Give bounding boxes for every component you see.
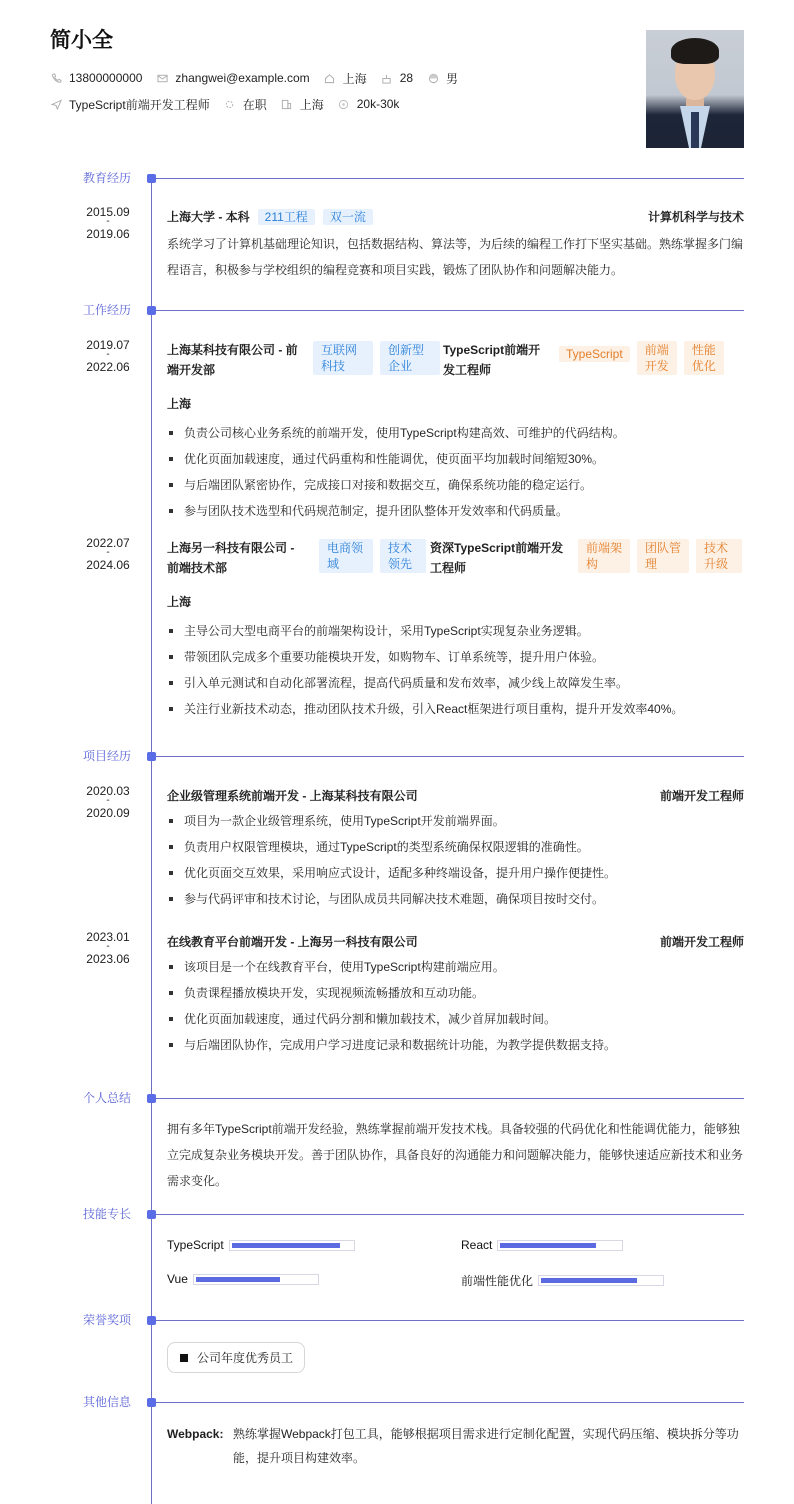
skill-bar-fill [232,1243,340,1248]
section-other [0,1396,794,1410]
section-skills [0,1208,794,1222]
square-bullet-icon [180,1354,188,1362]
skill-tag: 性能优化 [684,341,724,375]
phone-icon [50,72,62,84]
section-divider [156,1214,744,1215]
resume-header [50,28,750,158]
location-value: 上海 [342,71,367,86]
candidate-name: 简小全 [50,29,113,52]
skill-item [167,1238,355,1252]
section-divider [156,1320,744,1321]
section-title: 其他信息 [83,1395,132,1409]
position-item [50,96,210,113]
section-divider [156,310,744,311]
timeline-dot [147,1398,156,1407]
timeline-dot [147,1094,156,1103]
location-item [324,70,367,87]
company-tag: 互联网科技 [313,341,373,375]
skill-bar-fill [500,1243,596,1248]
list-item: 该项目是一个在线教育平台，使用TypeScript构建前端应用。 [167,954,744,980]
section-title: 荣誉奖项 [83,1313,132,1327]
status-value: 在职 [242,97,267,112]
company-tag: 创新型企业 [380,341,440,375]
age-item [381,71,413,85]
email-value: zhangwei@example.com [175,71,310,85]
other-info-value: 熟练掌握Webpack打包工具，能够根据项目需求进行定制化配置，实现代码压缩、模块拆分等功能，提升项目构建效率。 [233,1427,739,1465]
project-role: 前端开发工程师 [659,789,744,803]
project-name: 企业级管理系统前端开发 - 上海某科技有限公司 [167,789,418,803]
skill-bar [497,1240,623,1251]
work-entry [167,340,744,524]
skill-name: React [461,1238,493,1252]
list-item: 与后端团队紧密协作，完成接口对接和数据交互，确保系统功能的稳定运行。 [167,472,744,498]
timeline-dot [147,306,156,315]
school-tag: 211工程 [258,209,315,225]
skill-tag: TypeScript [559,346,630,362]
skill-bar-fill [196,1277,280,1282]
job-location: 上海 [167,397,192,411]
work-date: 2022.07 - 2024.06 [86,536,130,572]
company-tag: 技术领先 [380,539,426,573]
skill-tag: 前端架构 [578,539,630,573]
section-title: 工作经历 [83,303,132,317]
award-name: 公司年度优秀员工 [197,1351,294,1365]
project-entry [167,786,744,912]
profile-photo [646,30,744,148]
skill-item [461,1272,664,1289]
skill-bar-fill [541,1278,637,1283]
section-projects [0,750,794,764]
salary-icon [338,98,350,110]
school-tag: 双一流 [323,209,373,225]
list-item: 关注行业新技术动态，推动团队技术升级，引入React框架进行项目重构，提升开发效率40%。 [167,696,744,722]
other-info-key: Webpack: [167,1427,224,1441]
timeline-line [151,178,152,1504]
job-title: TypeScript前端开发工程师 [443,343,541,377]
skill-tag: 前端开发 [637,341,677,375]
section-title: 个人总结 [83,1091,132,1105]
section-work [0,304,794,318]
mail-icon [156,72,168,84]
company-name: 上海某科技有限公司 - 前端开发部 [167,343,298,377]
skill-name: 前端性能优化 [461,1274,534,1288]
email-item [156,71,309,85]
position-value: TypeScript前端开发工程师 [69,97,210,112]
section-summary [0,1092,794,1106]
salary-item [338,97,400,111]
section-awards [0,1314,794,1328]
section-divider [156,756,744,757]
timeline-dot [147,1210,156,1219]
list-item: 负责课程播放模块开发，实现视频流畅播放和互动功能。 [167,980,744,1006]
section-divider [156,1098,744,1099]
building-icon [281,98,293,110]
school-name: 上海大学 - 本科 [167,210,250,224]
phone-item [50,71,142,85]
summary-block [167,1116,744,1194]
section-divider [156,1402,744,1403]
section-divider [156,178,744,179]
list-item: 参与代码评审和技术讨论，与团队成员共同解决技术难题，确保项目按时交付。 [167,886,744,912]
award-badge [167,1342,305,1373]
section-title: 技能专长 [83,1207,132,1221]
project-bullet-list [167,808,744,912]
education-description: 系统学习了计算机基础理论知识，包括数据结构、算法等，为后续的编程工作打下坚实基础。熟练掌握多门编程语言，积极参与学校组织的编程竞赛和项目实践，锻炼了团队协作和问题解决能力。 [167,237,744,277]
age-icon [381,72,393,84]
list-item: 参与团队技术选型和代码规范制定，提升团队整体开发效率和代码质量。 [167,498,744,524]
skill-name: TypeScript [167,1238,224,1252]
list-item: 优化页面交互效果，采用响应式设计，适配多种终端设备，提升用户操作便捷性。 [167,860,744,886]
skill-bar [538,1275,664,1286]
list-item: 优化页面加载速度，通过代码分割和懒加载技术，减少首屏加载时间。 [167,1006,744,1032]
work-date: 2019.07 - 2022.06 [86,338,130,374]
list-item: 负责用户权限管理模块，通过TypeScript的类型系统确保权限逻辑的准确性。 [167,834,744,860]
company-tag: 电商领域 [319,539,373,573]
job-intent-row [50,94,750,114]
skill-name: Vue [167,1272,188,1286]
responsibility-list [167,420,744,524]
home-icon [324,72,336,84]
project-role: 前端开发工程师 [659,935,744,949]
project-entry [167,932,744,1058]
gender-item [427,70,458,87]
skill-bar [193,1274,319,1285]
section-title: 项目经历 [83,749,132,763]
section-title: 教育经历 [83,171,132,185]
age-value: 28 [399,71,414,85]
skill-tag: 技术升级 [696,539,742,573]
status-item [224,96,267,113]
status-icon [224,98,236,110]
section-education [0,172,794,186]
responsibility-list [167,618,744,722]
list-item: 引入单元测试和自动化部署流程，提高代码质量和发布效率，减少线上故障发生率。 [167,670,744,696]
gender-icon [427,72,439,84]
education-date: 2015.09 - 2019.06 [86,205,130,241]
project-name: 在线教育平台前端开发 - 上海另一科技有限公司 [167,935,418,949]
list-item: 主导公司大型电商平台的前端架构设计，采用TypeScript实现复杂业务逻辑。 [167,618,744,644]
gender-value: 男 [446,71,459,86]
city-value: 上海 [299,97,324,112]
other-info-item [167,1422,744,1470]
summary-text: 拥有多年TypeScript前端开发经验，熟练掌握前端开发技术栈。具备较强的代码优化和性能调优能力，能够独立完成复杂业务模块开发。善于团队协作，具备良好的沟通能力和问题解决能力，能够快速适应新技术和业务需求变化。 [167,1122,744,1188]
send-icon [50,98,62,110]
project-bullet-list [167,954,744,1058]
project-date: 2020.03 - 2020.09 [86,784,130,820]
job-title: 资深TypeScript前端开发工程师 [430,541,564,575]
work-entry [167,538,744,722]
list-item: 优化页面加载速度，通过代码重构和性能调优，使页面平均加载时间缩短30%。 [167,446,744,472]
skill-item [461,1238,623,1252]
timeline-dot [147,1316,156,1325]
company-name: 上海另一科技有限公司 - 前端技术部 [167,541,295,575]
job-location: 上海 [167,595,192,609]
education-entry [167,207,744,283]
project-date: 2023.01 - 2023.06 [86,930,130,966]
city-item [281,96,324,113]
timeline-dot [147,174,156,183]
list-item: 负责公司核心业务系统的前端开发，使用TypeScript构建高效、可维护的代码结构。 [167,420,744,446]
salary-value: 20k-30k [356,97,400,111]
list-item: 带领团队完成多个重要功能模块开发，如购物车、订单系统等，提升用户体验。 [167,644,744,670]
skill-item [167,1272,319,1286]
list-item: 项目为一款企业级管理系统，使用TypeScript开发前端界面。 [167,808,744,834]
major: 计算机科学与技术 [647,210,744,224]
skill-tag: 团队管理 [637,539,689,573]
timeline-dot [147,752,156,761]
skill-bar [229,1240,355,1251]
list-item: 与后端团队协作，完成用户学习进度记录和数据统计功能，为教学提供数据支持。 [167,1032,744,1058]
phone-value: 13800000000 [69,71,143,85]
contact-row [50,68,750,88]
